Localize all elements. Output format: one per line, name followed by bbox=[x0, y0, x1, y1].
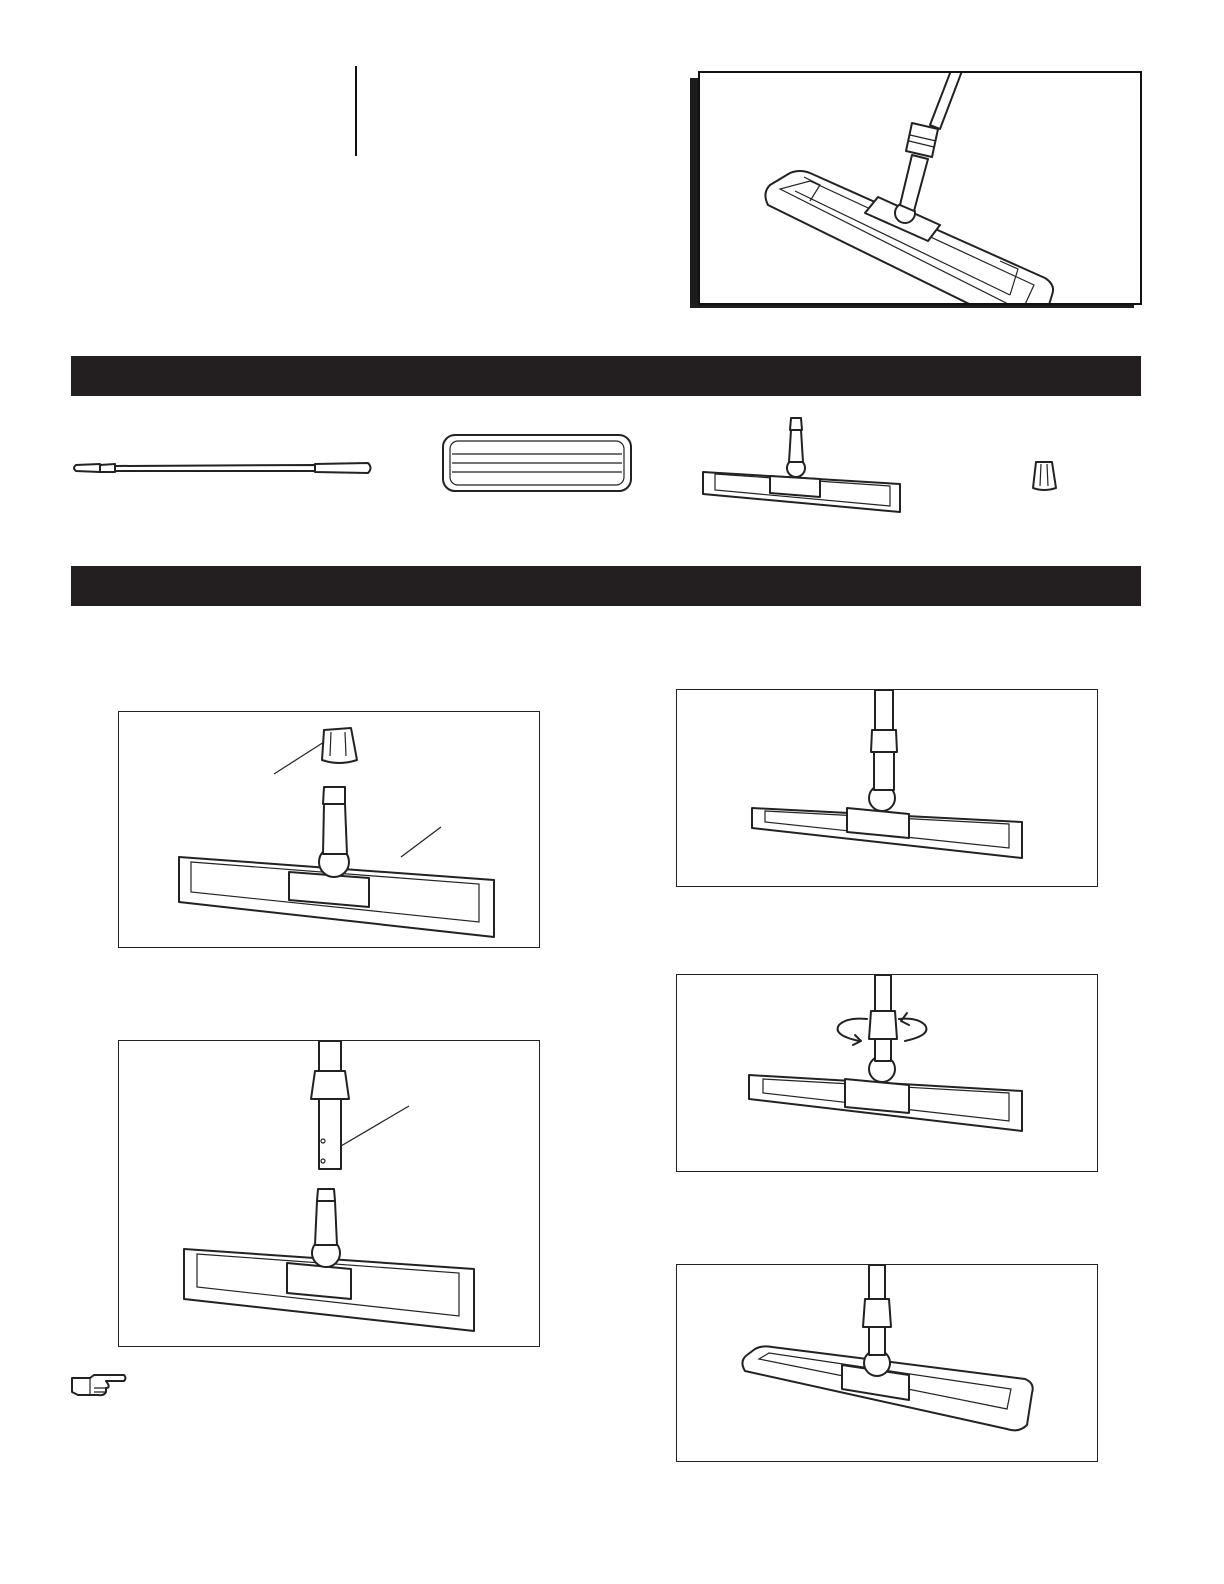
handle-seated-icon bbox=[677, 690, 1097, 886]
step-frame-2 bbox=[118, 1040, 540, 1347]
mop-pad-icon bbox=[440, 432, 635, 494]
part-telescopic-handle bbox=[70, 455, 375, 485]
hero-illustration bbox=[698, 71, 1142, 305]
telescopic-handle-icon bbox=[70, 455, 375, 485]
insert-handle-icon bbox=[119, 1041, 539, 1346]
step-frame-1 bbox=[118, 711, 540, 948]
assembled-mop-icon bbox=[700, 73, 1140, 303]
mop-frame-icon bbox=[695, 412, 905, 520]
section-bar-assembly bbox=[71, 566, 1141, 606]
remove-collar-icon bbox=[119, 712, 539, 947]
part-mop-frame bbox=[695, 412, 905, 520]
collar-nut-icon bbox=[1030, 458, 1060, 494]
step-frame-3 bbox=[676, 689, 1098, 887]
header-divider bbox=[355, 66, 357, 156]
pointing-hand-icon bbox=[70, 1372, 128, 1398]
part-collar-nut bbox=[1030, 458, 1060, 494]
step-frame-4 bbox=[676, 974, 1098, 1172]
section-bar-contents bbox=[71, 356, 1141, 396]
tighten-collar-icon bbox=[677, 975, 1097, 1171]
part-mop-pad bbox=[440, 432, 635, 494]
note-pointing-hand bbox=[70, 1372, 128, 1398]
step-frame-5 bbox=[676, 1264, 1098, 1462]
attach-pad-icon bbox=[677, 1265, 1097, 1461]
